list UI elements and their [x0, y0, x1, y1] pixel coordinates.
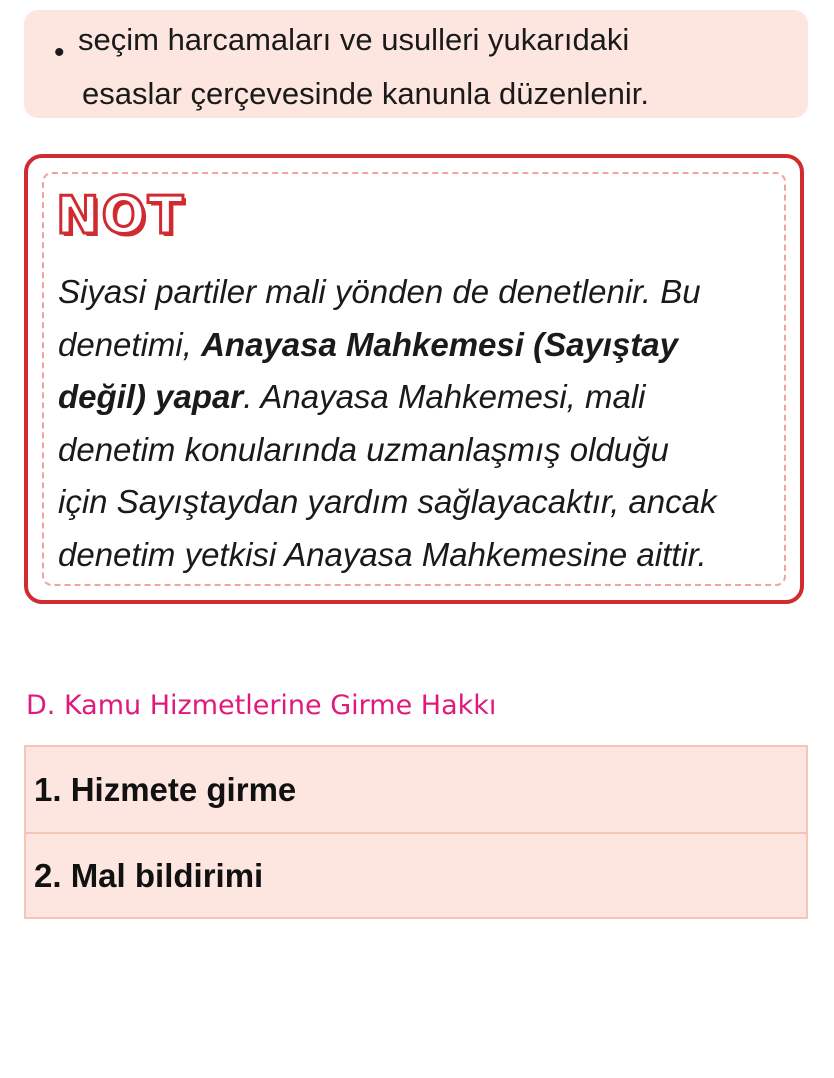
note-title: NOT: [56, 186, 186, 246]
note-line: değil) yapar. Anayasa Mahkemesi, mali: [58, 378, 646, 415]
note-line: denetimi, Anayasa Mahkemesi (Sayıştay: [58, 325, 679, 363]
list-item: 2. Mal bildirimi: [26, 832, 806, 917]
section-list: [24, 745, 808, 919]
section-heading: D. Kamu Hizmetlerine Girme Hakkı: [26, 690, 497, 721]
note-line: denetim konularında uzmanlaşmış olduğu: [58, 430, 669, 468]
bullet-text-line-2: esaslar çerçevesinde kanunla düzenlenir.: [82, 76, 649, 111]
bullet-text-line-1: seçim harcamaları ve usulleri yukarıdaki: [78, 22, 630, 57]
note-line: Siyasi partiler mali yönden de denetlenir. Bu: [58, 273, 701, 310]
note-box: [24, 154, 804, 604]
note-line: denetim yetkisi Anayasa Mahkemesine aittir.: [58, 535, 707, 573]
note-line: için Sayıştaydan yardım sağlayacaktır, ancak: [58, 483, 717, 520]
note-text: [58, 266, 778, 581]
list-item: 1. Hizmete girme: [34, 770, 297, 808]
bullet-dot: •: [54, 36, 65, 69]
